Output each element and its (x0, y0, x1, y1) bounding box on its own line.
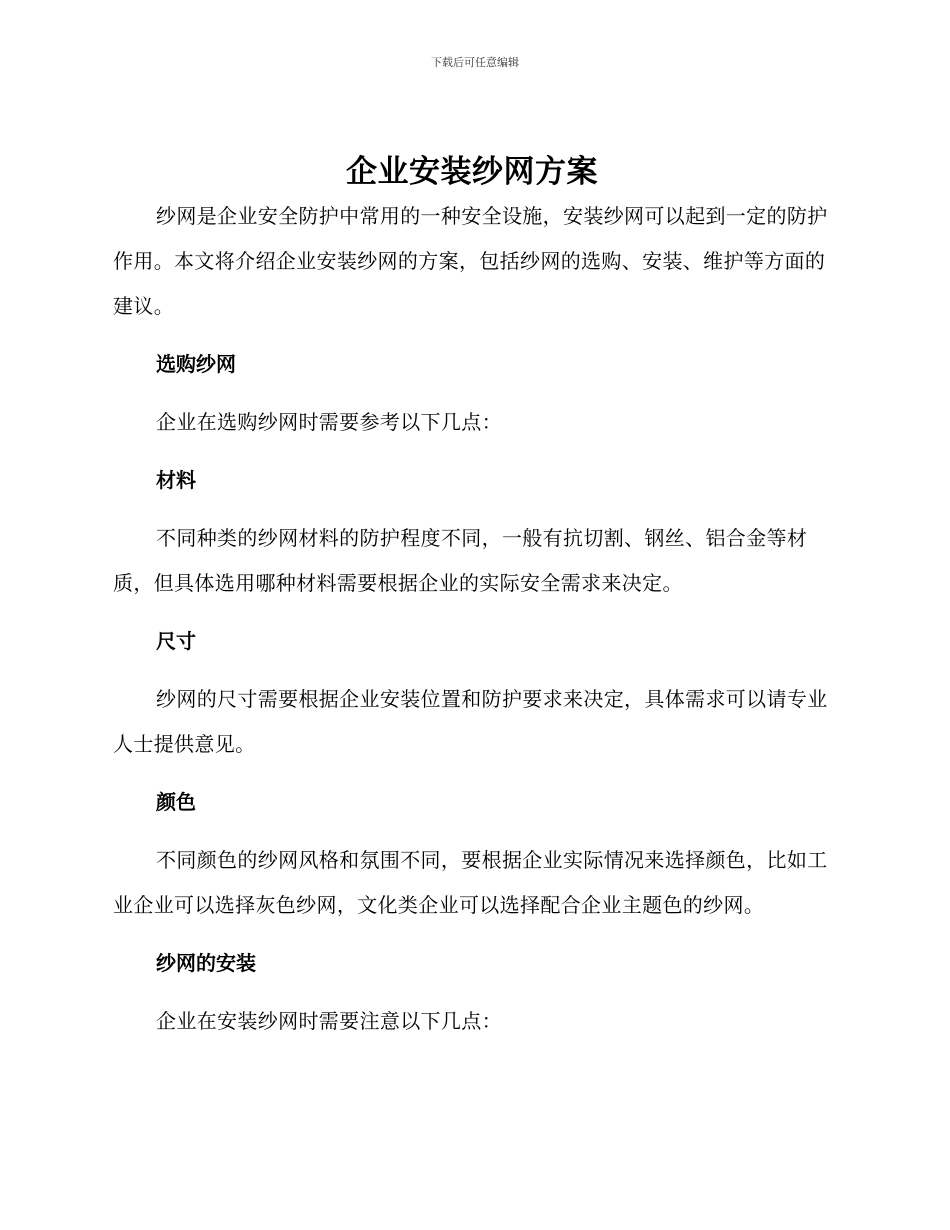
subheading-color: 颜色 (156, 790, 196, 814)
color-paragraph: 不同颜色的纱网风格和氛围不同，要根据企业实际情况来选择颜色，比如工业企业可以选择灰色纱网，文化类企业可以选择配合企业主题色的纱网。 (113, 848, 828, 917)
spacer (113, 986, 831, 999)
document-title: 企业安装纱网方案 (346, 154, 598, 190)
page-header: 下载后可任意编辑 (431, 56, 519, 69)
spacer (113, 767, 831, 780)
spacer (113, 825, 831, 838)
document-body (113, 150, 831, 1044)
spacer (113, 329, 831, 342)
subheading-size: 尺寸 (156, 629, 196, 653)
section-heading-install: 纱网的安装 (156, 951, 256, 975)
subheading-material: 材料 (156, 468, 196, 492)
spacer (113, 928, 831, 941)
material-paragraph: 不同种类的纱网材料的防护程度不同，一般有抗切割、钢丝、铝合金等材质，但具体选用哪种材料需要根据企业的实际安全需求来决定。 (113, 526, 808, 595)
size-paragraph: 纱网的尺寸需要根据企业安装位置和防护要求来决定，具体需求可以请专业人士提供意见。 (113, 687, 828, 756)
spacer (113, 445, 831, 458)
spacer (113, 387, 831, 400)
spacer (113, 503, 831, 516)
intro-paragraph: 纱网是企业安全防护中常用的一种安全设施，安装纱网可以起到一定的防护作用。本文将介绍企业安装纱网的方案，包括纱网的选购、安装、维护等方面的建议。 (113, 204, 828, 318)
purchase-lead-paragraph: 企业在选购纱网时需要参考以下几点： (156, 410, 502, 434)
spacer (113, 664, 831, 677)
section-heading-purchase: 选购纱网 (156, 352, 236, 376)
install-lead-paragraph: 企业在安装纱网时需要注意以下几点： (156, 1009, 502, 1033)
spacer (113, 606, 831, 619)
